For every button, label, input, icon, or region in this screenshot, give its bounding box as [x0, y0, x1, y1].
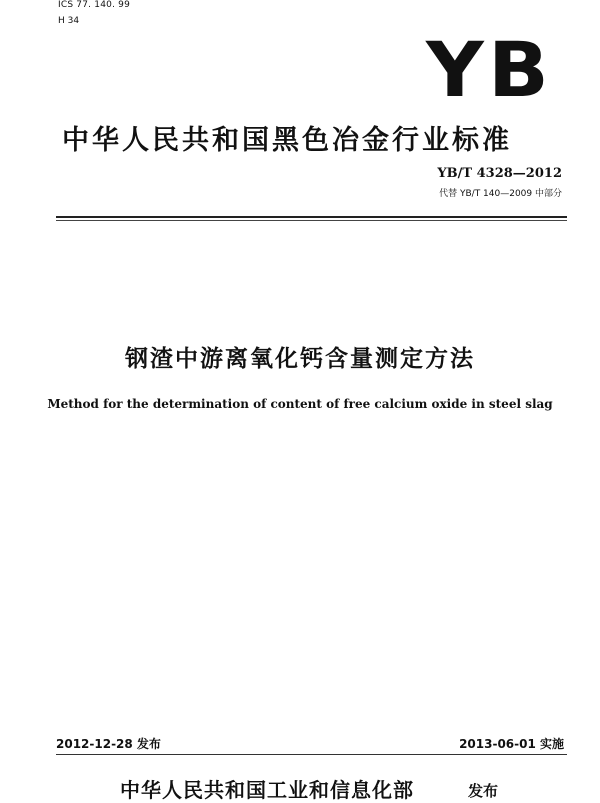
standard-number: YB/T 4328—2012: [437, 166, 562, 181]
title-chinese: 钢渣中游离氧化钙含量测定方法: [125, 346, 475, 372]
title-english: Method for the determination of content of free calcium oxide in steel slag: [47, 397, 553, 411]
issuer-name: 中华人民共和国工业和信息化部: [120, 778, 414, 802]
header-rule-thin: [56, 220, 567, 221]
implementation-date: 2013-06-01 实施: [459, 737, 564, 751]
issuer-suffix: 发布: [468, 782, 499, 800]
organization-title: 中华人民共和国黑色冶金行业标准: [62, 125, 512, 156]
ccs-code: H 34: [58, 16, 80, 26]
yb-logo: YB: [426, 25, 554, 114]
footer-rule: [56, 754, 567, 755]
ics-code: ICS 77. 140. 99: [58, 0, 131, 10]
replaces-note: 代替 YB/T 140—2009 中部分: [439, 189, 562, 199]
header-rule: [56, 216, 567, 218]
issue-date: 2012-12-28 发布: [56, 737, 161, 751]
